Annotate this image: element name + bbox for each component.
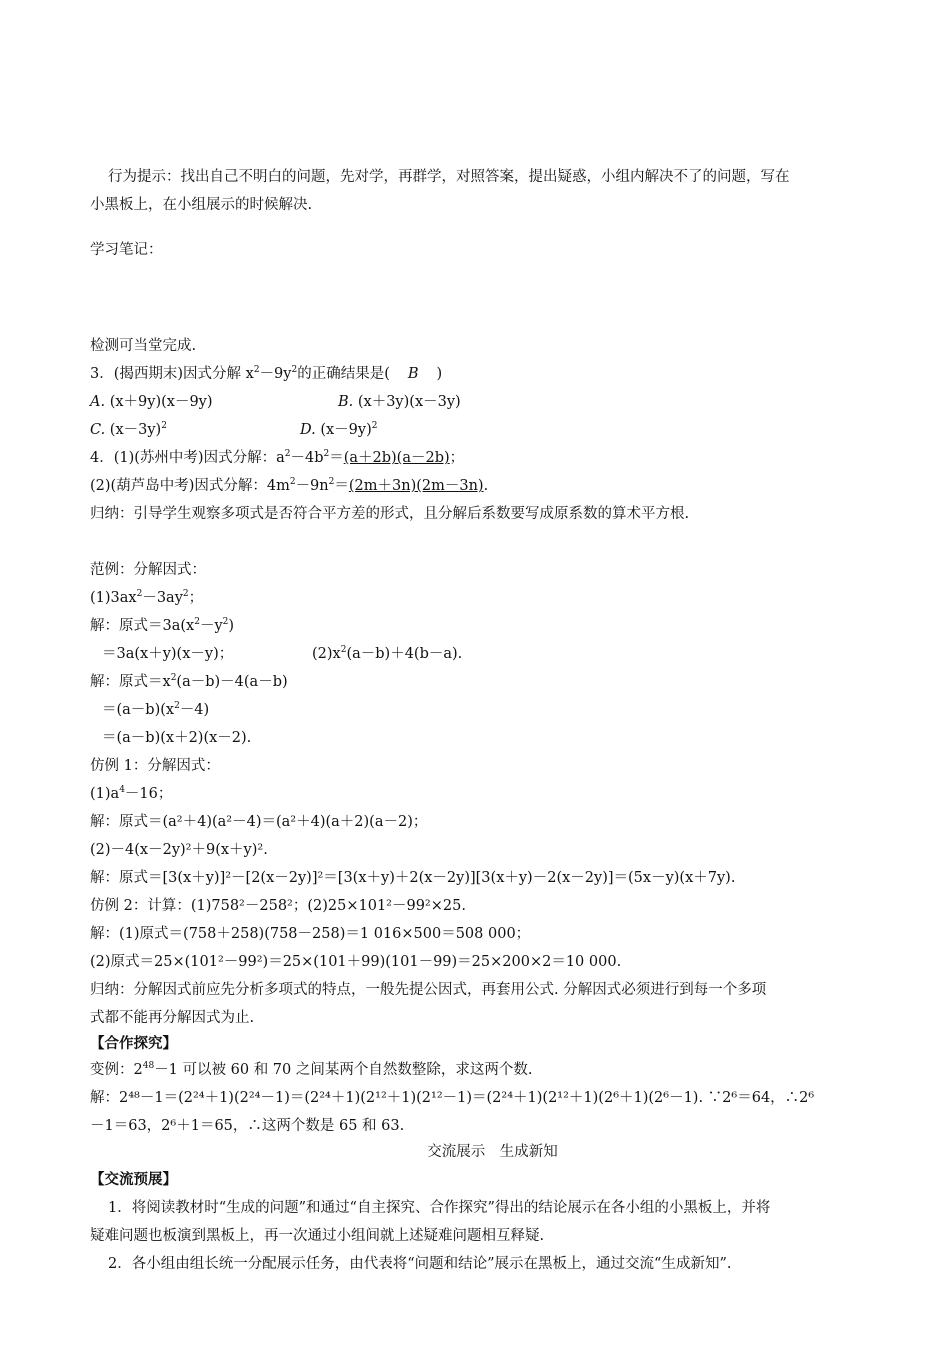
exchange-item-1-line-1: 1．将阅读教材时“生成的问题”和通过“自主探究、合作探究”得出的结论展示在各小组的小黑板上，并将 [108, 1200, 771, 1216]
coop-solution-1: 解：2⁴⁸－1＝(2²⁴＋1)(2²⁴－1)＝(2²⁴＋1)(2¹²＋1)(2¹²－1)＝(2²⁴＋1)(2¹²＋1)(2⁶＋1)(2⁶－1). ∵2⁶＝64，∴2⁶ [90, 1090, 815, 1106]
example-solution-2c: ＝(a－b)(x＋2)(x－2). [102, 730, 252, 746]
q3-option-b: B. (x＋3y)(x－3y) [338, 394, 461, 410]
imitate-1-title: 仿例 1：分解因式： [90, 758, 220, 774]
q4-part-2: (2)(葫芦岛中考)因式分解：$4m^2-9n^2=(2m+3n)(2m-3n)$. [90, 477, 489, 494]
example-title: 范例：分解因式： [90, 562, 206, 578]
example-problem-1: $(1)3ax^2-3ay^2$； [90, 589, 204, 606]
exchange-heading: 【交流预展】 [90, 1171, 177, 1188]
imitate-1-problem-2: (2)－4(x－2y)²＋9(x＋y)². [90, 842, 268, 858]
q3-stem: 3．(揭西期末)因式分解 $x^2-9y^2$的正确结果是( B ) [90, 365, 443, 382]
imitate-2-solution-1: 解：(1)原式＝(758＋258)(758－258)＝1 016×500＝508 000； [90, 926, 531, 942]
hint-line-1: 行为提示：找出自己不明白的问题，先对学，再群学，对照答案，提出疑惑，小组内解决不了的问题，写在 [108, 169, 790, 185]
q3-option-c: C. $(x-3y)^2$ [90, 421, 167, 438]
example-solution-2b: $=(a-b)(x^2-4)$ [102, 701, 210, 718]
q4-answer-2: (2m＋3n)(2m－3n) [348, 478, 484, 494]
summary-1: 归纳：引导学生观察多项式是否符合平方差的形式，且分解后系数要写成原系数的算术平方根. [90, 506, 690, 522]
coop-heading: 【合作探究】 [90, 1035, 177, 1052]
q4-answer-1: (a＋2b)(a－2b) [343, 450, 450, 466]
coop-question: 变例：$2^{48}-1$ 可以被 60 和 70 之间某两个自然数整除，求这两个数. [90, 1061, 533, 1078]
q3-option-a: A. (x＋9y)(x－9y) [90, 394, 213, 410]
coop-solution-2: －1＝63，2⁶＋1＝65，∴这两个数是 65 和 63. [90, 1118, 405, 1134]
example-problem-2: $(2)x^2(a-b)+4(b-a)$. [312, 645, 463, 662]
summary-2-line-1: 归纳：分解因式前应先分析多项式的特点，一般先提公因式，再套用公式. 分解因式必须进行到每一个多项 [90, 982, 767, 998]
summary-2-line-2: 式都不能再分解因式为止. [90, 1010, 255, 1026]
check-label: 检测可当堂完成. [90, 338, 197, 354]
example-solution-1b: ＝3a(x＋y)(x－y)； [102, 646, 234, 662]
q3-answer: B [407, 366, 419, 382]
q3-option-d: D. $(x-9y)^2$ [300, 421, 378, 438]
imitate-1-problem-1: $(1)a^4-16$； [90, 785, 173, 802]
example-solution-1a: 解：原式$=3a(x^2-y^2)$ [90, 617, 235, 634]
hint-line-2: 小黑板上，在小组展示的时候解决. [90, 197, 313, 213]
exchange-item-2: 2．各小组由组长统一分配展示任务，由代表将“问题和结论”展示在黑板上，通过交流“生成新知”. [108, 1256, 732, 1272]
exchange-item-1-line-2: 疑难问题也板演到黑板上，再一次通过小组间就上述疑难问题相互释疑. [90, 1228, 545, 1244]
section-title: 交流展示 生成新知 [427, 1144, 558, 1160]
notes-label: 学习笔记： [90, 242, 163, 258]
imitate-2-title: 仿例 2：计算：(1)758²－258²；(2)25×101²－99²×25. [90, 898, 466, 914]
imitate-2-solution-2: (2)原式＝25×(101²－99²)＝25×(101＋99)(101－99)＝25×200×2＝10 000. [90, 954, 622, 970]
q4-part-1: 4．(1)(苏州中考)因式分解：$a^2-4b^2=(a+2b)(a-2b)$； [90, 449, 465, 466]
example-solution-2a: 解：原式$=x^2(a-b)-4(a-b)$ [90, 673, 288, 690]
imitate-1-solution-1: 解：原式＝(a²＋4)(a²－4)＝(a²＋4)(a＋2)(a－2)； [90, 814, 428, 830]
imitate-1-solution-2: 解：原式＝[3(x＋y)]²－[2(x－2y)]²＝[3(x＋y)＋2(x－2y)][3(x＋y)－2(x－2y)]＝(5x－y)(x＋7y). [90, 870, 736, 886]
